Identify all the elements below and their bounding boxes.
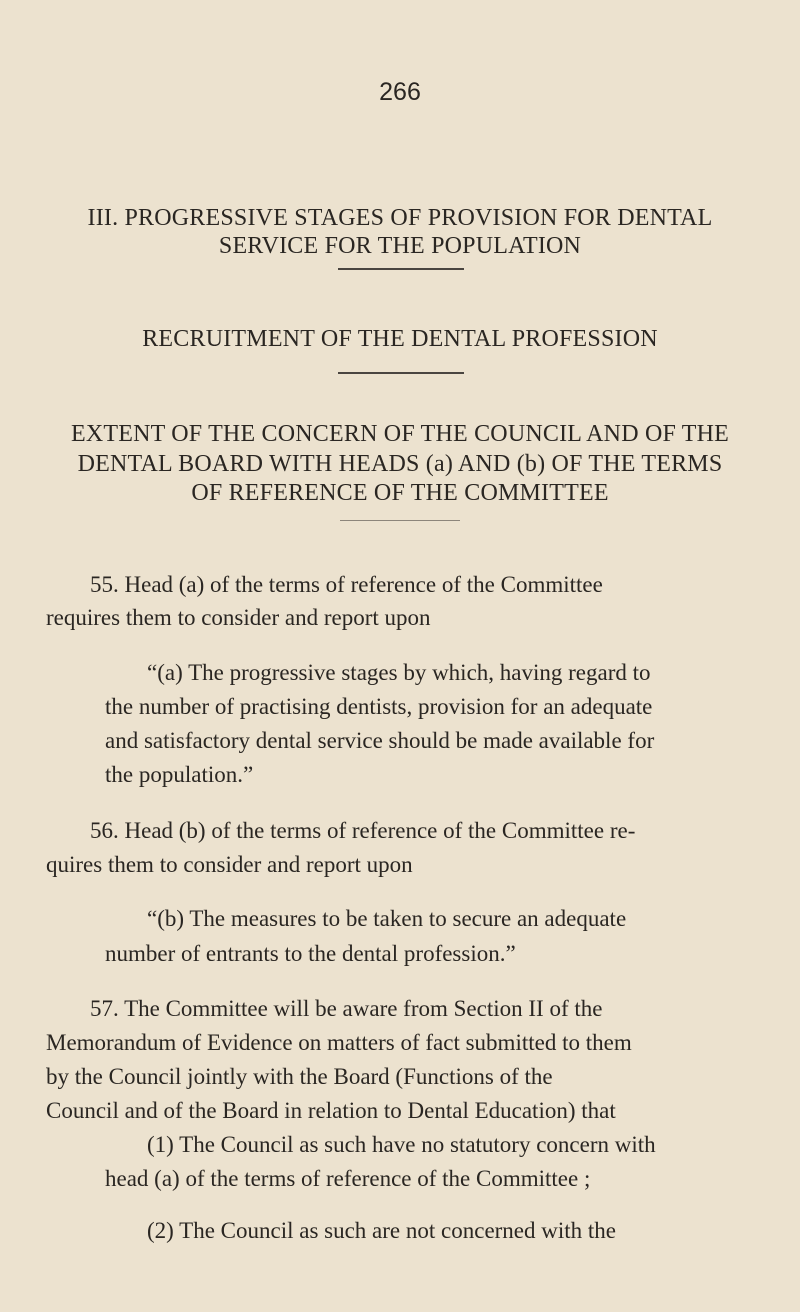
section-title-line-2: SERVICE FOR THE POPULATION <box>218 233 582 259</box>
paragraph-57-line: by the Council jointly with the Board (Functions of the <box>46 1064 553 1089</box>
quote-b-line: “(b) The measures to be taken to secure an adequate <box>147 906 627 931</box>
subtitle: RECRUITMENT OF THE DENTAL PROFESSION <box>142 326 658 352</box>
paragraph-56-line: 56. Head (b) of the terms of reference of the Committee re- <box>90 818 636 843</box>
paragraph-57-line: 57. The Committee will be aware from Section II of the <box>90 996 603 1021</box>
item-1-line: head (a) of the terms of reference of the Committee ; <box>105 1166 591 1191</box>
quote-b-line: number of entrants to the dental profession.” <box>105 941 516 966</box>
item-1-line: (1) The Council as such have no statutory concern with <box>147 1132 656 1157</box>
sub-subtitle-line-3: OF REFERENCE OF THE COMMITTEE <box>191 480 609 506</box>
sub-subtitle-line-2: DENTAL BOARD WITH HEADS (a) AND (b) OF THE TERMS <box>77 451 723 477</box>
divider-rule <box>338 372 464 374</box>
divider-rule <box>338 268 464 270</box>
item-2-line: (2) The Council as such are not concerned with the <box>147 1218 617 1243</box>
quote-a-line: the number of practising dentists, provision for an adequate <box>105 694 653 719</box>
quote-a-line: the population.” <box>105 762 254 787</box>
paragraph-55-line: requires them to consider and report upon <box>46 605 431 630</box>
sub-subtitle-line-1: EXTENT OF THE CONCERN OF THE COUNCIL AND OF THE <box>70 421 730 447</box>
paragraph-57-line: Memorandum of Evidence on matters of fact submitted to them <box>46 1030 632 1055</box>
paragraph-56-line: quires them to consider and report upon <box>46 852 413 877</box>
page-number: 266 <box>379 78 421 106</box>
section-title-line-1: III. PROGRESSIVE STAGES OF PROVISION FOR DENTAL <box>87 205 713 231</box>
paragraph-55-line: 55. Head (a) of the terms of reference of the Committee <box>90 572 603 597</box>
paragraph-57-line: Council and of the Board in relation to Dental Education) that <box>46 1098 616 1123</box>
quote-a-line: “(a) The progressive stages by which, having regard to <box>147 660 651 685</box>
quote-a-line: and satisfactory dental service should be made available for <box>105 728 655 753</box>
divider-rule <box>340 520 460 521</box>
